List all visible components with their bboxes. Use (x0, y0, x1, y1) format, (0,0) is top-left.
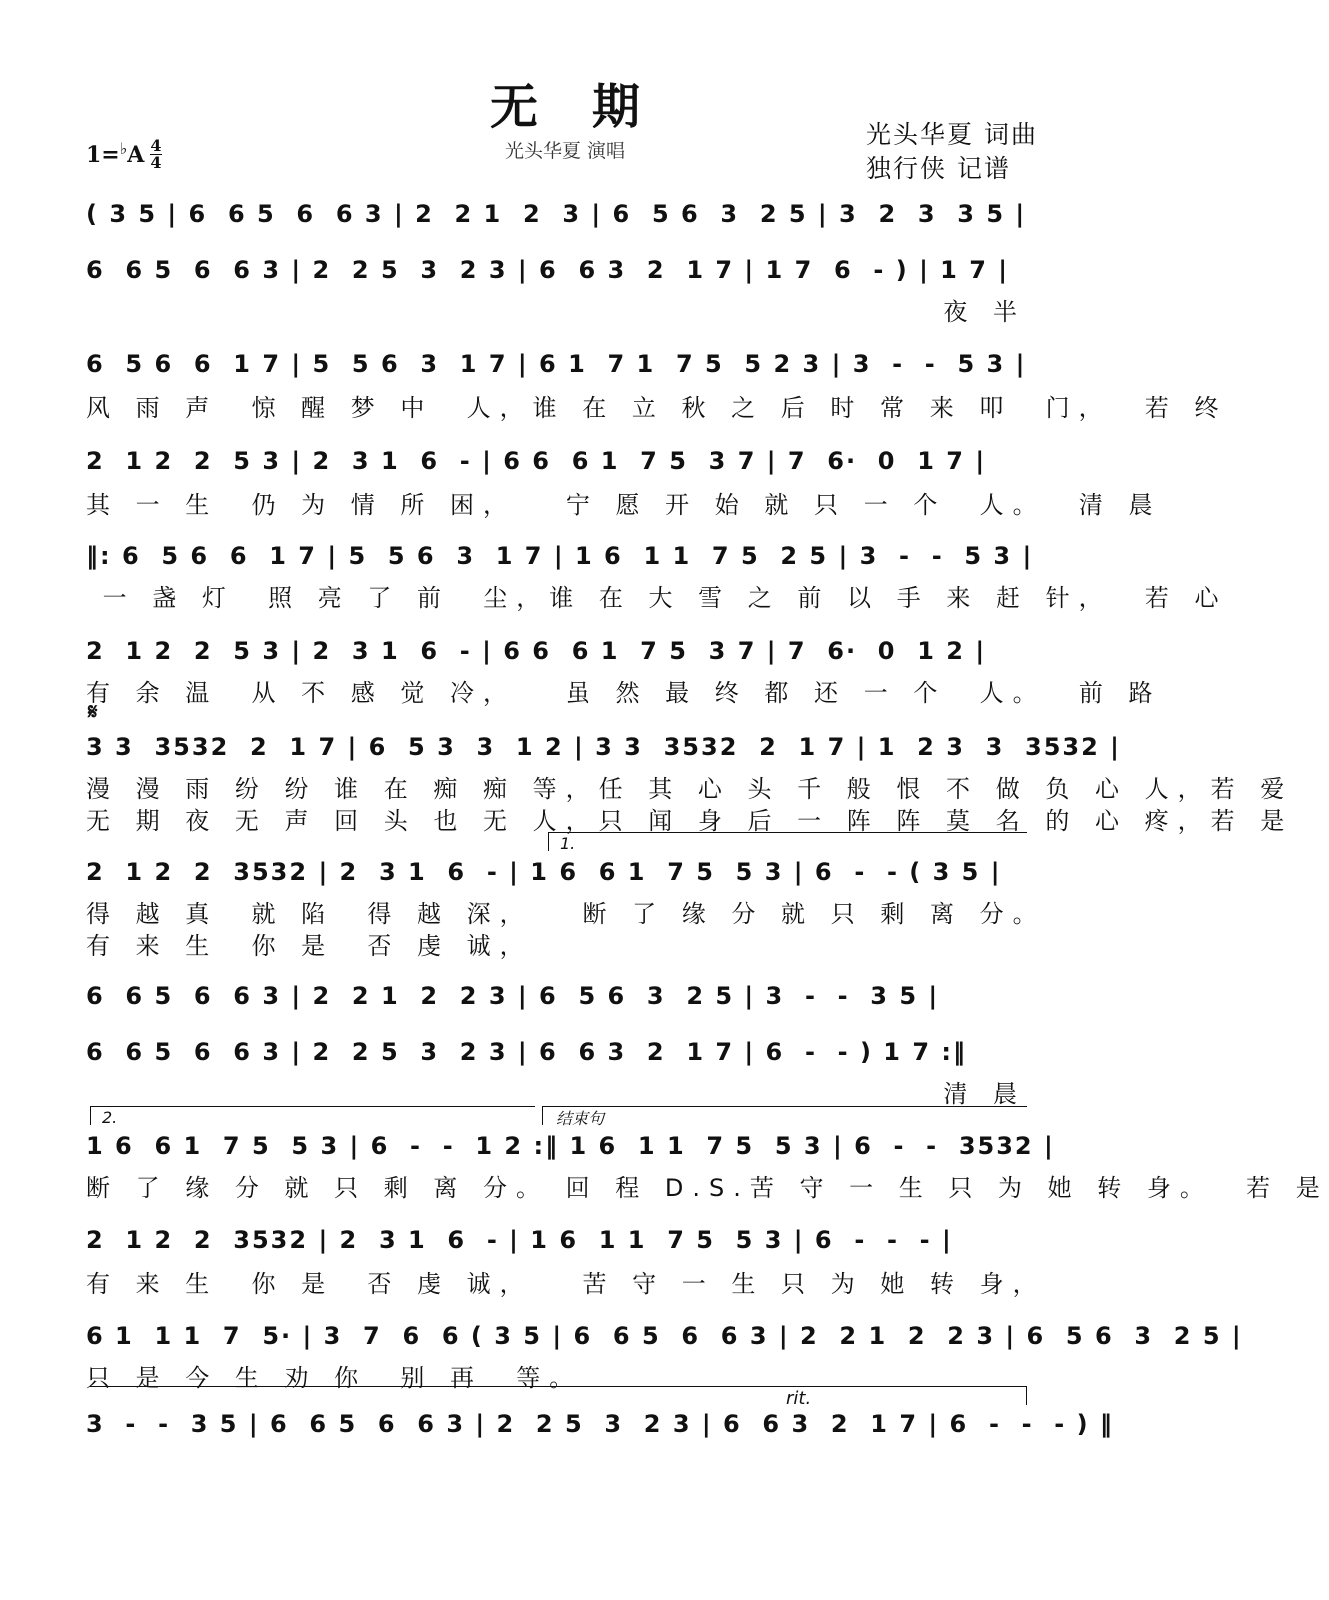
lyrics: 其 一 生 仍 为 情 所 困， 宁 愿 开 始 就 只 一 个 人。 清 晨 (86, 491, 1162, 519)
page-title: 无期 (489, 79, 694, 135)
notation: 1 6 6 1 7 5 5 3 | 6 - - 1 2 :‖ 1 6 1 1 7 5 5 3 | 6 - - 3532 | (86, 1132, 1055, 1160)
singer-credit: 光头华夏 演唱 (504, 140, 626, 162)
lyrics: 有 来 生 你 是 否 虔 诚， 苦 守 一 生 只 为 她 转 身， (86, 1270, 1046, 1298)
lyrics: 夜 半 (943, 298, 1026, 326)
ending-label: 结束句 (556, 1109, 605, 1128)
score-line-2 (86, 256, 1026, 326)
score-line-4 (86, 447, 1162, 519)
notation: 2 1 2 2 3532 | 2 3 1 6 - | 1 6 6 1 7 5 5 3 | 6 - - ( 3 5 | (86, 858, 1002, 886)
score-line-14 (86, 1410, 1114, 1440)
flat-sign: ♭ (119, 139, 128, 158)
notation: 6 1 1 1 7 5· | 3 7 6 6 ( 3 5 | 6 6 5 6 6 3 | 2 2 1 2 2 3 | 6 5 6 3 2 5 | (86, 1322, 1243, 1350)
volta-2-bracket (90, 1106, 535, 1125)
score-line-13 (86, 1322, 1243, 1392)
credits-block (866, 118, 1038, 186)
key-prefix: 1= (86, 141, 120, 168)
notation: ( 3 5 | 6 6 5 6 6 3 | 2 2 1 2 3 | 6 5 6 3 2 5 | 3 2 3 3 5 | (86, 200, 1027, 228)
segno-sign: 𝄋 (88, 700, 98, 725)
score-line-8 (86, 858, 1046, 960)
notation: 3 - - 3 5 | 6 6 5 6 6 3 | 2 2 5 3 2 3 | 6 6 3 2 1 7 | 6 - - - ) ‖ (86, 1410, 1114, 1438)
lyricist-composer: 光头华夏 词曲 (866, 120, 1038, 149)
notation: 6 6 5 6 6 3 | 2 2 5 3 2 3 | 6 6 3 2 1 7 | 6 - - ) 1 7 :‖ (86, 1038, 967, 1066)
lyrics: 风 雨 声 惊 醒 梦 中 人，谁 在 立 秋 之 后 时 常 来 叩 门， 若 终 (86, 394, 1228, 422)
rit-marking: rit. (786, 1388, 812, 1409)
key-signature (86, 138, 162, 171)
transcriber: 独行侠 记谱 (866, 154, 1011, 183)
time-bottom: 4 (150, 153, 162, 172)
notation: 2 1 2 2 5 3 | 2 3 1 6 - | 6 6 6 1 7 5 3 7 | 7 6· 0 1 2 | (86, 637, 987, 665)
score-line-12 (86, 1226, 1046, 1298)
rit-bracket (90, 1386, 1027, 1405)
lyrics: 一 盏 灯 照 亮 了 前 尘，谁 在 大 雪 之 前 以 手 来 赶 针， 若 心 (86, 584, 1228, 612)
time-signature (150, 138, 161, 171)
lyrics-verse-2: 有 来 生 你 是 否 虔 诚， (86, 932, 533, 960)
score-line-9 (86, 982, 1026, 1012)
lyrics: 清 晨 (943, 1080, 1026, 1108)
lyrics-verse-2: 无 期 夜 无 声 回 头 也 无 人，只 闻 身 后 一 阵 阵 莫 名 的 心 疼，若 是 (86, 807, 1294, 835)
score-line-11 (86, 1132, 1329, 1202)
volta-1-bracket (548, 832, 1027, 851)
lyrics: 断 了 缘 分 就 只 剩 离 分。 回 程 D.S.苦 守 一 生 只 为 她 转 身。 若 是 (86, 1174, 1329, 1202)
score-line-5 (86, 542, 1228, 612)
notation: 3 3 3532 2 1 7 | 6 5 3 3 1 2 | 3 3 3532 2 1 7 | 1 2 3 3 3532 | (86, 733, 1121, 761)
volta-2-label: 2. (102, 1108, 118, 1127)
ending-bracket (542, 1106, 1027, 1125)
score-line-7 (86, 733, 1294, 835)
score-line-1 (86, 200, 1026, 230)
score-line-3 (86, 350, 1228, 422)
notation: 2 1 2 2 5 3 | 2 3 1 6 - | 6 6 6 1 7 5 3 7 | 7 6· 0 1 7 | (86, 447, 987, 475)
time-top: 4 (150, 136, 162, 155)
volta-1-label: 1. (560, 834, 576, 853)
notation: 6 6 5 6 6 3 | 2 2 5 3 2 3 | 6 6 3 2 1 7 | 1 7 6 - ) | 1 7 | (86, 256, 1010, 284)
lyrics: 只 是 今 生 劝 你 别 再 等。 (86, 1364, 583, 1392)
key-note: A (127, 141, 145, 168)
notation: 2 1 2 2 3532 | 2 3 1 6 - | 1 6 1 1 7 5 5 3 | 6 - - - | (86, 1226, 953, 1254)
lyrics: 得 越 真 就 陷 得 越 深， 断 了 缘 分 就 只 剩 离 分。 (86, 900, 1046, 928)
lyrics: 漫 漫 雨 纷 纷 谁 在 痴 痴 等，任 其 心 头 千 般 恨 不 做 负 心 人，若 爱 (86, 775, 1294, 803)
notation: 6 5 6 6 1 7 | 5 5 6 3 1 7 | 6 1 7 1 7 5 5 2 3 | 3 - - 5 3 | (86, 350, 1027, 378)
notation: 6 6 5 6 6 3 | 2 2 1 2 2 3 | 6 5 6 3 2 5 | 3 - - 3 5 | (86, 982, 940, 1010)
lyrics: 有 余 温 从 不 感 觉 冷， 虽 然 最 终 都 还 一 个 人。 前 路 (86, 679, 1162, 707)
score-line-10 (86, 1038, 1026, 1108)
notation: ‖: 6 5 6 6 1 7 | 5 5 6 3 1 7 | 1 6 1 1 7 5 2 5 | 3 - - 5 3 | (86, 542, 1034, 570)
score-line-6 (86, 637, 1162, 707)
